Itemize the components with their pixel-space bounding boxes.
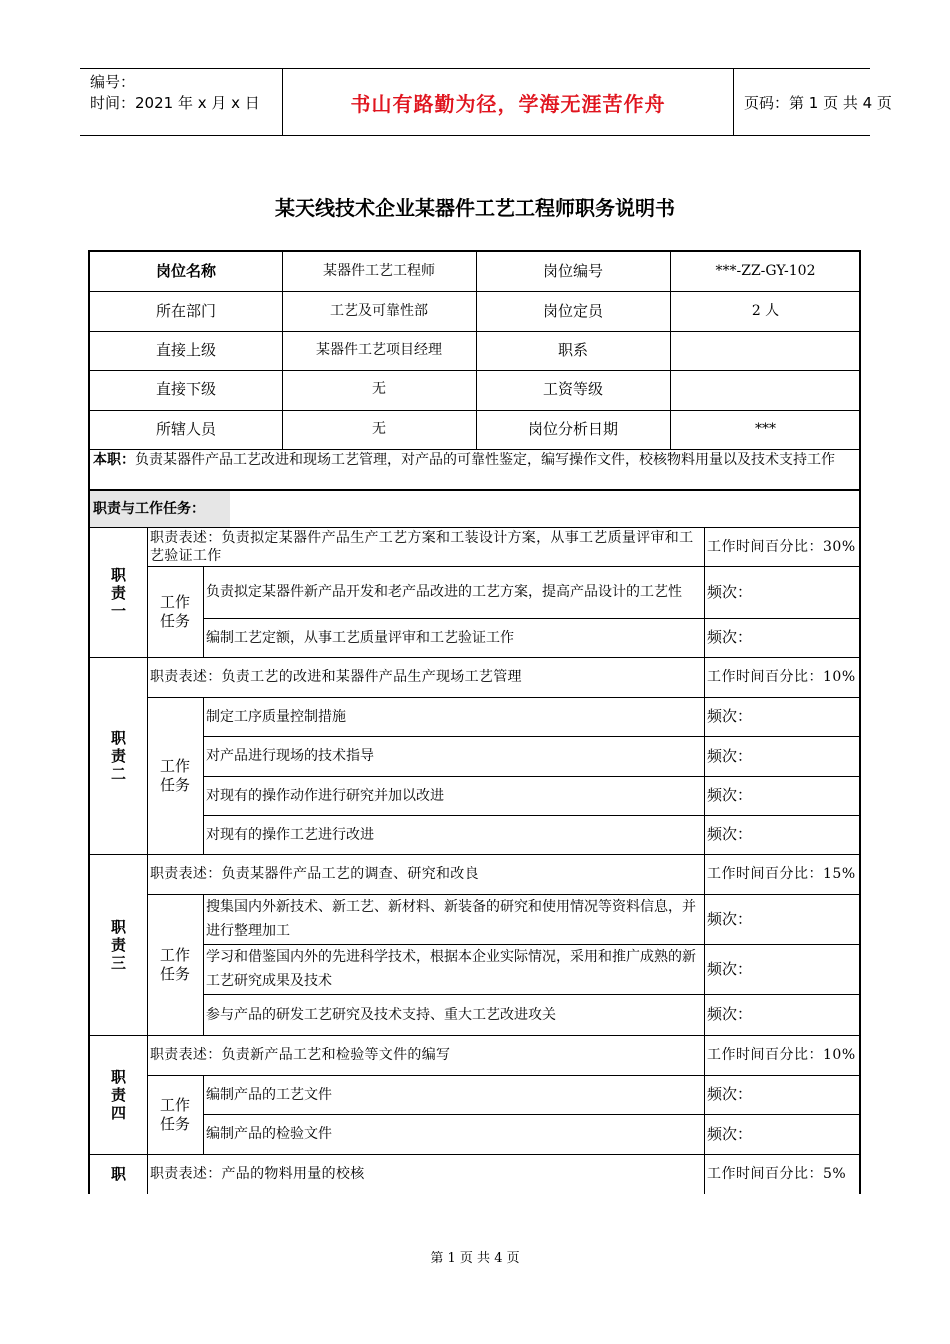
field-label: 直接上级 <box>155 340 216 359</box>
code-label: 编号： <box>90 73 136 91</box>
duty-name: 职 责 一 <box>110 565 126 620</box>
field-value: 某器件工艺工程师 <box>323 263 435 280</box>
task-item: 对现有的操作工艺进行改进 <box>206 826 374 843</box>
field-label: 所在部门 <box>155 301 216 320</box>
duty-col-rule <box>704 657 705 854</box>
field-label: 所辖人员 <box>155 419 216 438</box>
duty-col-rule <box>704 528 705 657</box>
info-col-rule <box>476 252 477 449</box>
duty-summary-label: 本职： <box>93 452 135 468</box>
work-time-percent: 工作时间百分比：10% <box>707 668 856 685</box>
field-value <box>670 370 861 409</box>
task-item: 对现有的操作动作进行研究并加以改进 <box>206 787 444 804</box>
work-time-percent: 工作时间百分比：30% <box>707 538 856 555</box>
task-item: 学习和借鉴国内外的先进科学技术，根据本企业实际情况，采用和推广成熟的新工艺研究成果及技术 <box>206 949 696 989</box>
duty-description: 职责表述：负责拟定某器件产品生产工艺方案和工装设计方案，从事工艺质量评审和工艺验证工作 <box>150 530 694 564</box>
time-text: 时间：2021 年 x 月 x 日 <box>90 94 260 112</box>
task-label: 工作 任务 <box>159 592 190 630</box>
field-label: 岗位名称 <box>155 262 216 281</box>
frequency-label: 频次： <box>707 786 753 804</box>
work-time-percent: 工作时间百分比：15% <box>707 865 856 882</box>
task-item: 制定工序质量控制措施 <box>206 708 346 725</box>
field-value: 无 <box>372 381 386 398</box>
work-time-percent: 工作时间百分比：10% <box>707 1046 856 1063</box>
task-item: 搜集国内外新技术、新工艺、新材料、新装备的研究和使用情况等资料信息，并进行整理加工 <box>206 899 696 939</box>
duty-col-rule <box>704 1154 705 1194</box>
field-value: 无 <box>372 420 386 437</box>
duty-summary-text: 负责某器件产品工艺改进和现场工艺管理，对产品的可靠性鉴定，编写操作文件，校核物料用量以及技术支持工作 <box>135 452 835 468</box>
field-value: *** <box>755 420 776 437</box>
duty-col-rule <box>203 566 204 657</box>
frequency-label: 频次： <box>707 1005 753 1023</box>
duty-description: 职责表述：负责某器件产品工艺的调查、研究和改良 <box>150 866 479 882</box>
field-label: 岗位定员 <box>542 301 603 320</box>
info-col-rule <box>282 252 283 449</box>
info-col-rule <box>670 252 671 449</box>
header-page-number: 页码：第 1 页 共 4 页 <box>744 93 892 112</box>
header-motto: 书山有路勤为径，学海无涯苦作舟 <box>282 69 734 135</box>
frequency-label: 频次： <box>707 825 753 843</box>
field-label: 工资等级 <box>542 380 603 399</box>
frequency-label: 频次： <box>707 707 753 725</box>
job-description-form <box>88 250 861 1194</box>
field-label: 职系 <box>557 340 588 359</box>
duty-description: 职责表述：产品的物料用量的校核 <box>150 1166 365 1182</box>
duty-name: 职 责 三 <box>110 917 126 972</box>
duty-col-rule <box>147 1154 148 1194</box>
duty-col-rule <box>203 894 204 1035</box>
page-footer: 第 1 页 共 4 页 <box>430 1251 520 1266</box>
frequency-label: 频次： <box>707 582 753 601</box>
header-meta <box>80 69 282 135</box>
field-value: 工艺及可靠性部 <box>330 302 428 319</box>
frequency-label: 频次： <box>707 1085 753 1103</box>
task-item: 参与产品的研发工艺研究及技术支持、重大工艺改进攻关 <box>206 1006 556 1023</box>
duty-col-rule <box>704 1035 705 1154</box>
duty-description: 职责表述：负责新产品工艺和检验等文件的编写 <box>150 1047 451 1063</box>
info-row-rule <box>90 449 861 450</box>
field-value: 某器件工艺项目经理 <box>316 341 442 358</box>
frequency-label: 频次： <box>707 628 753 646</box>
task-item: 对产品进行现场的技术指导 <box>206 748 374 764</box>
duty-name: 职 责 二 <box>110 728 126 783</box>
task-label: 工作 任务 <box>159 756 190 794</box>
task-label: 工作 任务 <box>159 1095 190 1133</box>
task-item: 编制产品的工艺文件 <box>206 1086 332 1103</box>
frequency-label: 频次： <box>707 959 753 978</box>
field-value: 2 人 <box>751 302 780 319</box>
duty-name: 职 责 四 <box>110 1067 126 1122</box>
field-label: 直接下级 <box>155 380 216 399</box>
task-label: 工作 任务 <box>159 945 190 983</box>
frequency-label: 频次： <box>707 909 753 928</box>
task-item: 编制产品的检验文件 <box>206 1126 332 1142</box>
task-item: 负责拟定某器件新产品开发和老产品改进的工艺方案，提高产品设计的工艺性 <box>206 584 682 600</box>
field-value <box>670 331 861 370</box>
field-value: ***-ZZ-GY-102 <box>715 263 816 280</box>
document-title: 某天线技术企业某器件工艺工程师职务说明书 <box>275 196 675 220</box>
duty-summary <box>93 451 859 489</box>
duty-description: 职责表述：负责工艺的改进和某器件产品生产现场工艺管理 <box>150 669 522 685</box>
frequency-label: 频次： <box>707 1124 753 1143</box>
document-header <box>80 68 892 136</box>
field-label: 岗位分析日期 <box>527 419 618 438</box>
task-item: 编制工艺定额，从事工艺质量评审和工艺验证工作 <box>206 629 514 646</box>
field-label: 岗位编号 <box>542 262 603 281</box>
tasks-heading: 职责与工作任务： <box>90 491 861 527</box>
frequency-label: 频次： <box>707 746 753 765</box>
work-time-percent: 工作时间百分比：5% <box>707 1165 847 1182</box>
duty-name: 职 <box>110 1165 126 1183</box>
